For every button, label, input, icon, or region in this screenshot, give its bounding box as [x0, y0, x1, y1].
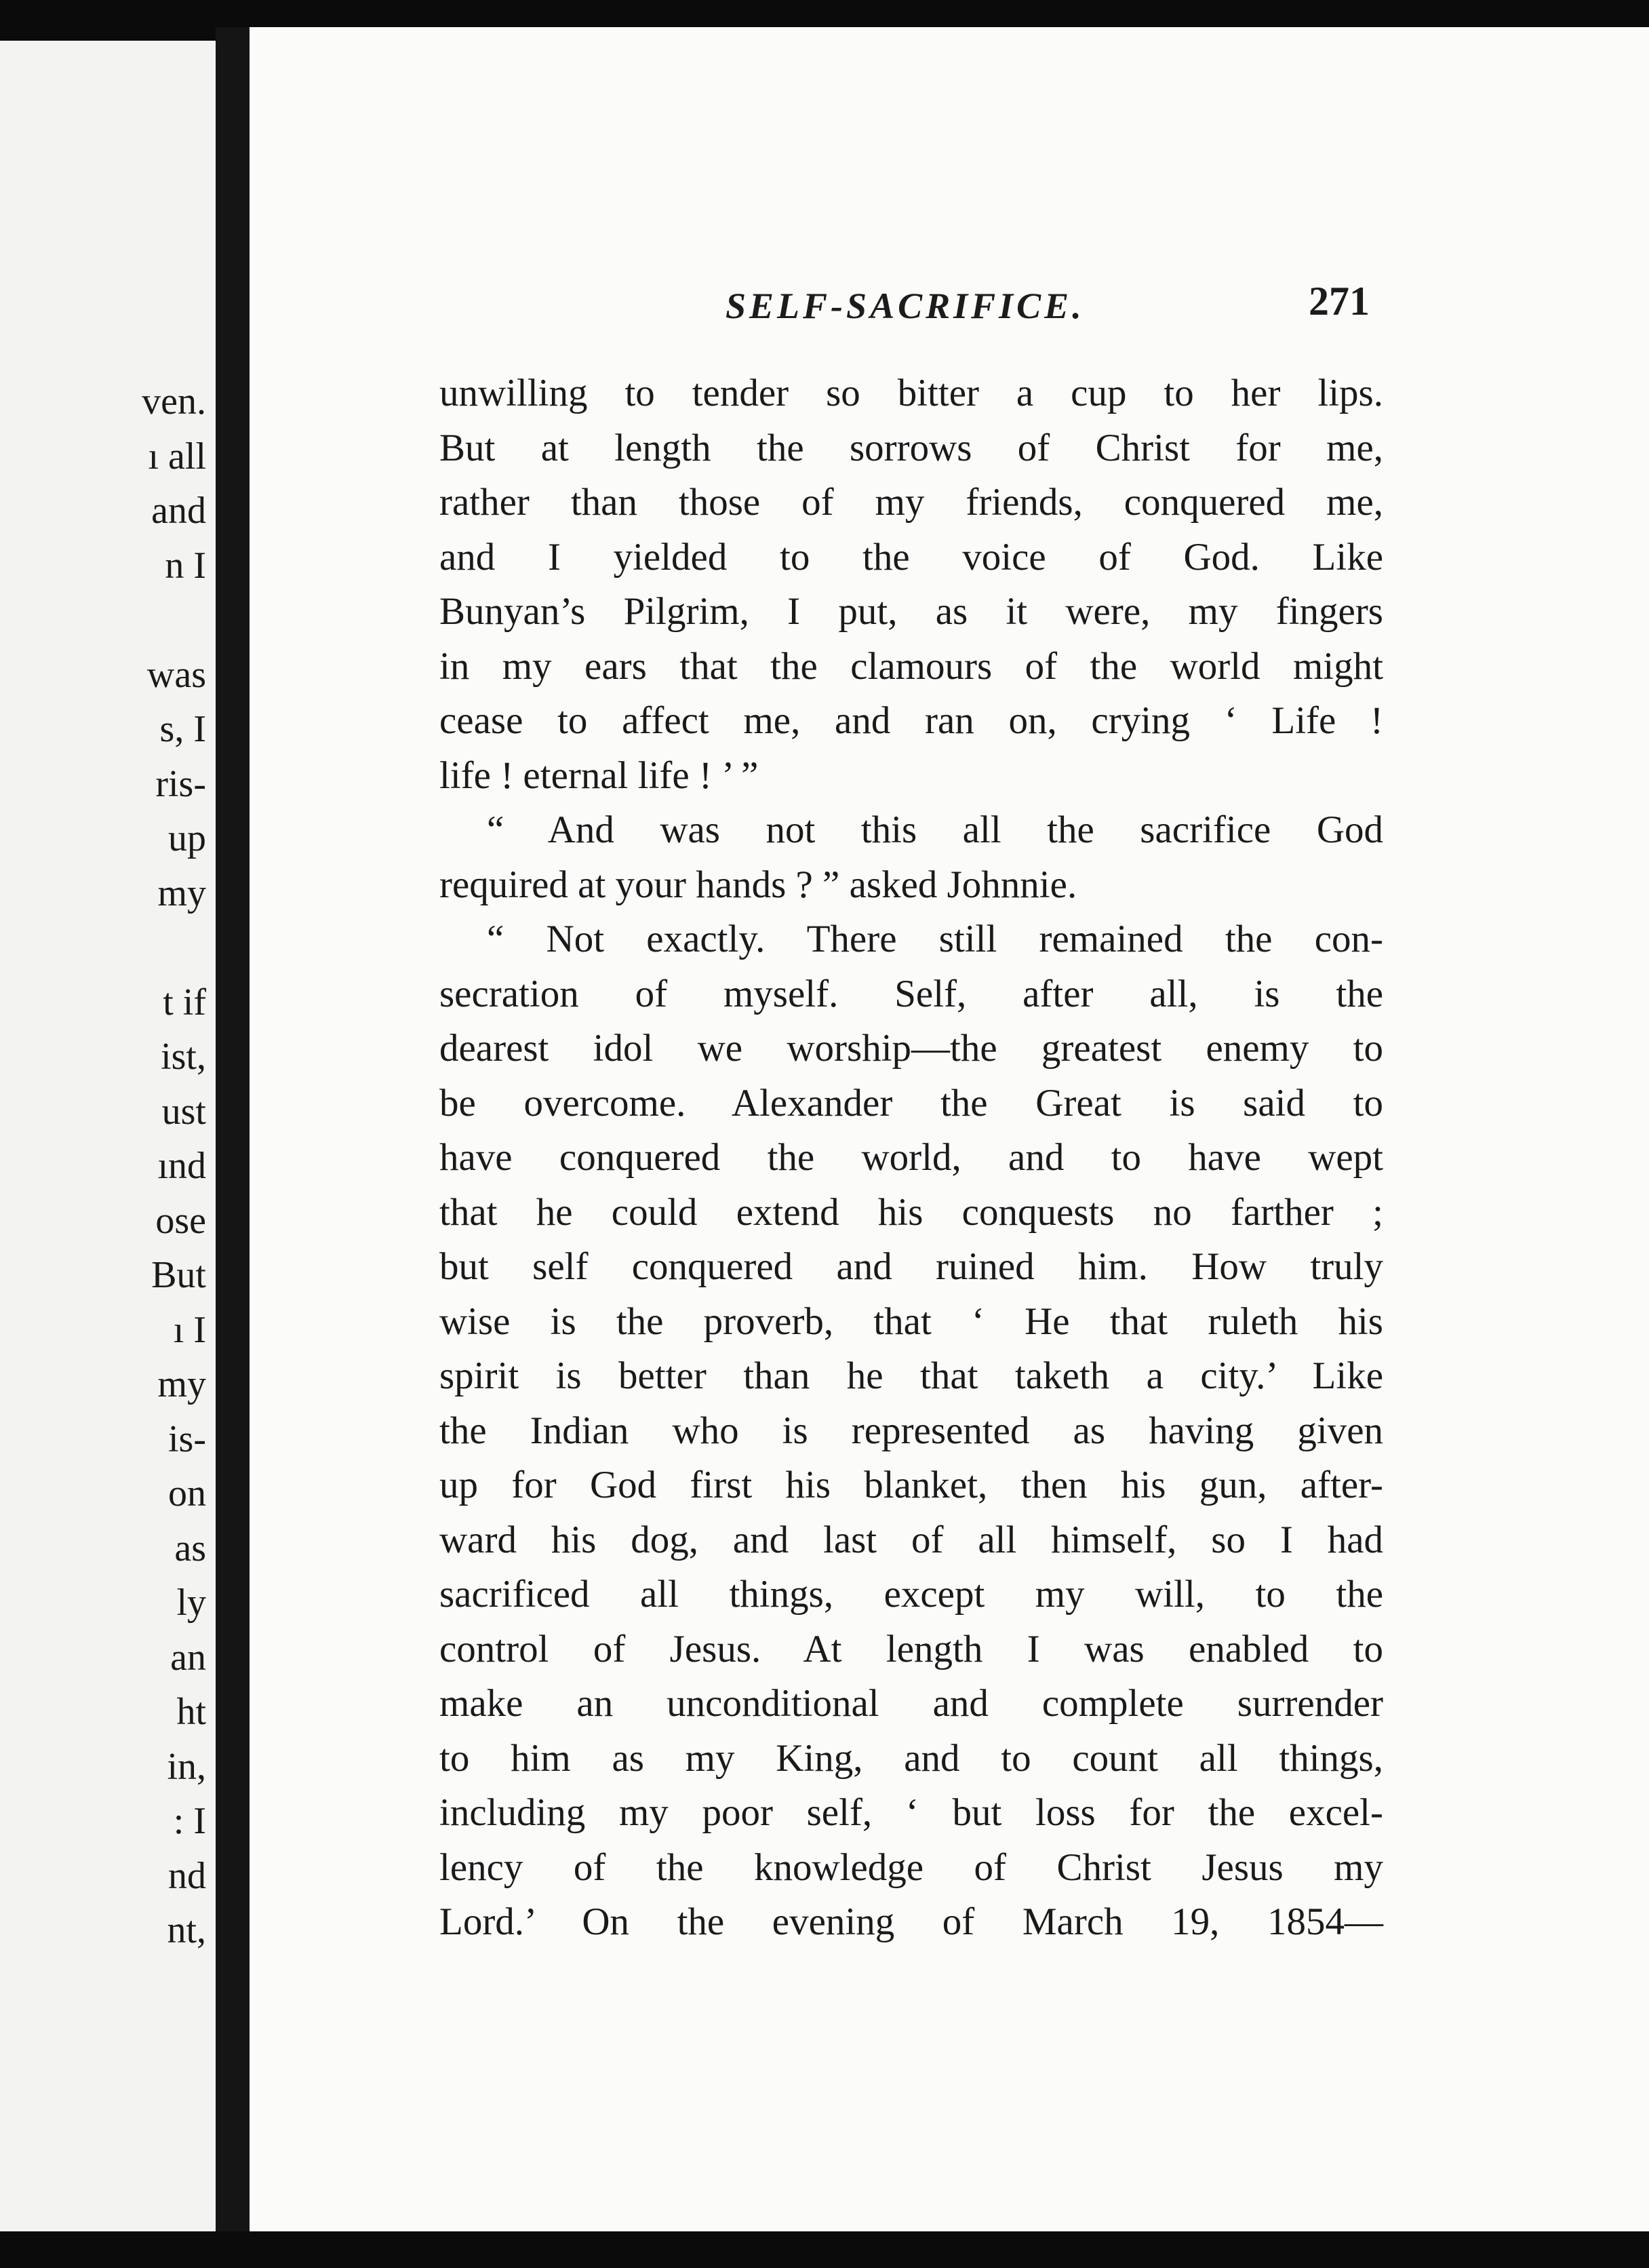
left-page-fragment: ose — [155, 1199, 206, 1242]
left-page-fragment: ı I — [173, 1308, 206, 1351]
text-line: up for God first his blanket, then his gun, after- — [439, 1464, 1383, 1506]
text-line: to him as my King, and to count all things, — [439, 1736, 1383, 1780]
text-line: control of Jesus. At length I was enabled to — [439, 1627, 1383, 1670]
text-line: but self conquered and ruined him. How truly — [439, 1245, 1383, 1288]
left-page-fragment: on — [168, 1472, 206, 1514]
text-line: wise is the proverb, that ‘ He that ruleth his — [439, 1299, 1383, 1343]
left-page-fragment: nt, — [167, 1909, 206, 1951]
left-page-fragment: was — [146, 653, 206, 696]
left-page-fragment: t if — [163, 981, 206, 1023]
left-page-fragment: is- — [168, 1418, 206, 1460]
left-page-fragment: ı all — [148, 435, 206, 477]
left-page-fragment: my — [157, 1363, 206, 1405]
left-page-fragment: : I — [173, 1800, 206, 1842]
left-page-fragment: ist, — [161, 1036, 206, 1078]
text-line: ward his dog, and last of all himself, so I had — [439, 1518, 1383, 1561]
page-number: 271 — [1309, 279, 1370, 324]
text-line: “ And was not this all the sacrifice God — [487, 808, 1383, 851]
left-page-fragment: But — [151, 1254, 206, 1296]
text-line: be overcome. Alexander the Great is said to — [439, 1081, 1383, 1125]
text-line: make an unconditional and complete surrender — [439, 1682, 1383, 1725]
text-line: “ Not exactly. There still remained the con- — [487, 918, 1383, 960]
text-line: required at your hands ? ” asked Johnnie. — [439, 863, 1077, 906]
left-page-fragment: ven. — [142, 380, 206, 423]
left-page-fragment: n I — [165, 544, 206, 587]
left-page-fragment: in, — [167, 1745, 206, 1788]
left-page-fragment: ht — [176, 1691, 206, 1733]
left-page-fragment: as — [174, 1527, 206, 1569]
text-line: secration of myself. Self, after all, is the — [439, 972, 1383, 1015]
left-page-fragment: my — [157, 872, 206, 914]
text-line: lency of the knowledge of Christ Jesus my — [439, 1845, 1383, 1889]
left-page-fragment: an — [170, 1636, 206, 1679]
text-line: that he could extend his conquests no farther ; — [439, 1190, 1383, 1234]
text-line: in my ears that the clamours of the world might — [439, 644, 1383, 688]
left-page-fragment: ınd — [157, 1145, 206, 1187]
text-line: Lord.’ On the evening of March 19, 1854— — [439, 1900, 1383, 1943]
text-line: dearest idol we worship—the greatest enemy to — [439, 1027, 1383, 1070]
text-line: and I yielded to the voice of God. Like — [439, 535, 1383, 579]
text-line: including my poor self, ‘ but loss for the excel- — [439, 1791, 1383, 1834]
text-line: unwilling to tender so bitter a cup to her lips. — [439, 372, 1383, 414]
left-page-fragment: and — [151, 490, 206, 532]
left-page-fragment: s, I — [159, 708, 206, 750]
left-page-fragment: ris- — [155, 762, 206, 805]
text-line: life ! eternal life ! ’ ” — [439, 754, 759, 797]
left-page — [0, 41, 216, 2231]
text-line: the Indian who is represented as having given — [439, 1409, 1383, 1452]
text-line: sacrificed all things, except my will, to the — [439, 1573, 1383, 1616]
running-header: SELF-SACRIFICE. — [726, 286, 1085, 326]
book-spine — [216, 27, 250, 2245]
left-page-fragment: up — [168, 817, 206, 859]
text-line: spirit is better than he that taketh a city.’ Like — [439, 1354, 1383, 1397]
text-line: cease to affect me, and ran on, crying ‘ Life ! — [439, 699, 1383, 742]
text-line: But at length the sorrows of Christ for me, — [439, 426, 1383, 469]
text-line: rather than those of my friends, conquered me, — [439, 481, 1383, 524]
left-page-fragment: ly — [176, 1582, 206, 1624]
text-line: have conquered the world, and to have wept — [439, 1136, 1383, 1179]
left-page-fragment: ust — [161, 1090, 206, 1133]
text-line: Bunyan’s Pilgrim, I put, as it were, my fingers — [439, 590, 1383, 633]
scan-border-bottom — [0, 2231, 1649, 2268]
left-page-fragment: nd — [168, 1854, 206, 1897]
body-text — [439, 366, 1383, 1950]
